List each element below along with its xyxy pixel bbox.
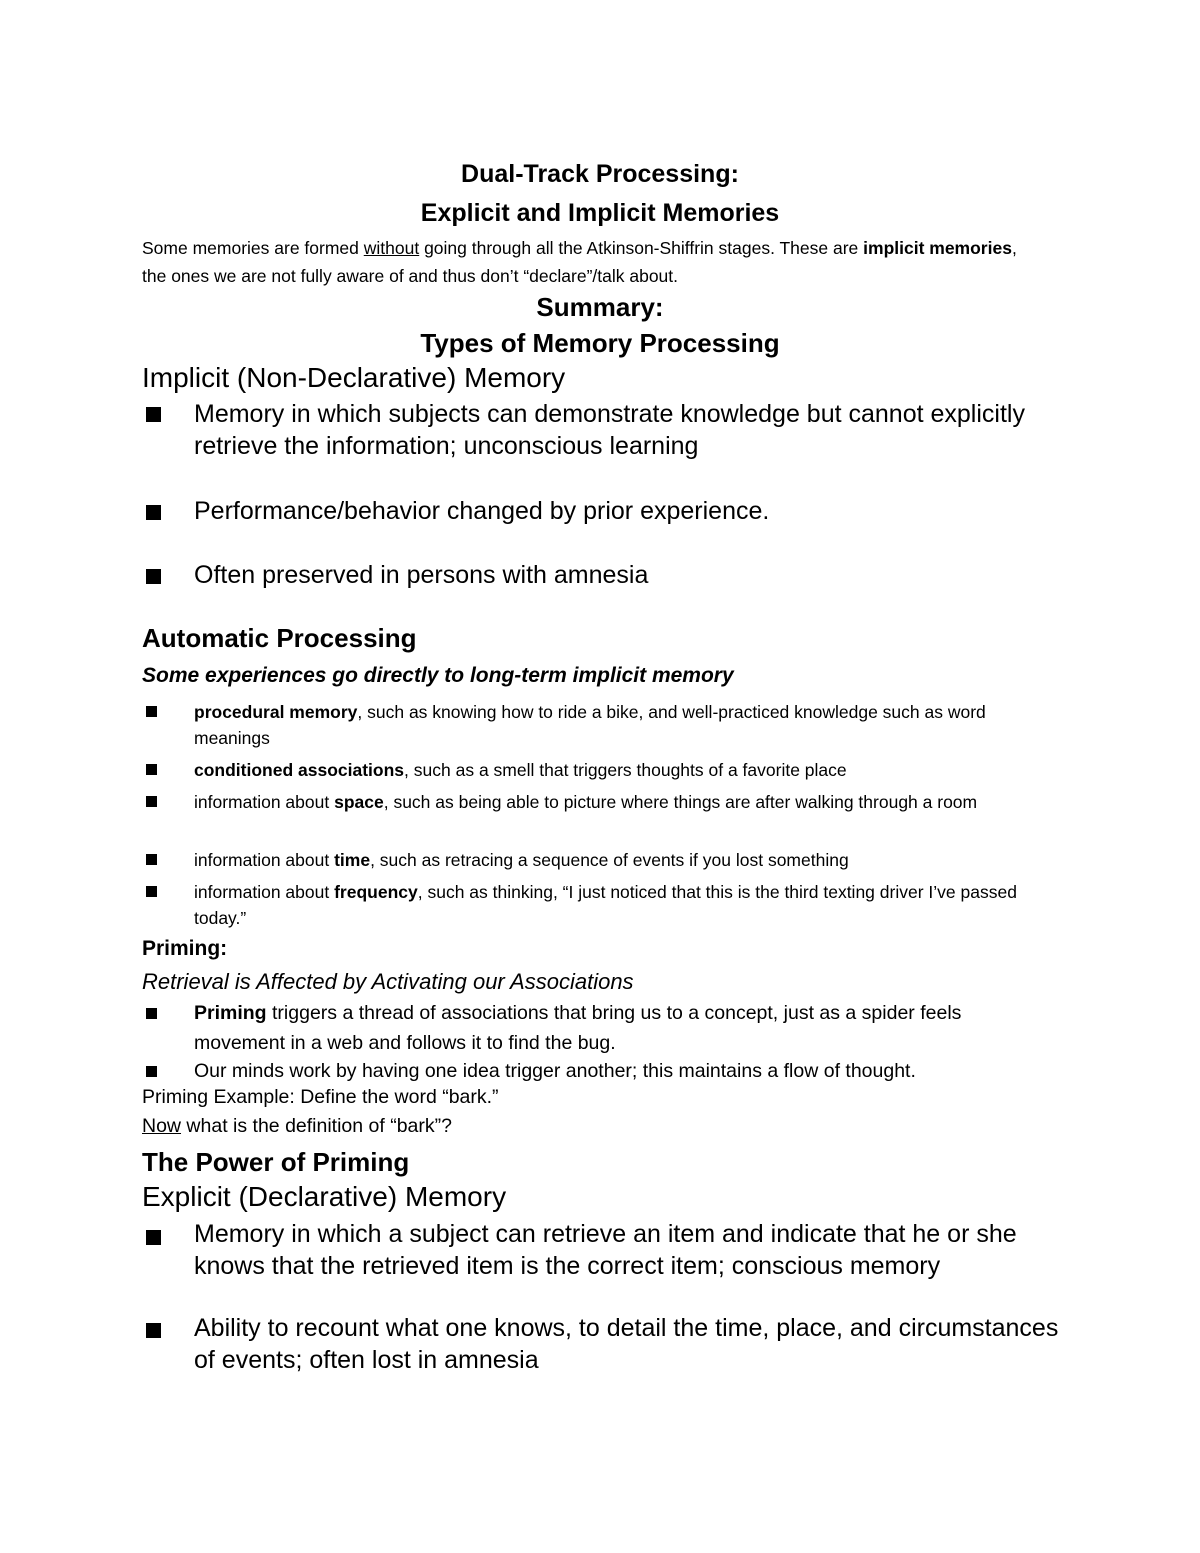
explicit-bullet-1: Memory in which a subject can retrieve an item and indicate that he or she knows that the retrieved item is the correct item; conscious memory (194, 1220, 1017, 1280)
bullet-square-icon (146, 407, 161, 422)
bullet-square-icon (146, 1230, 161, 1245)
item-text: , such as being able to picture where things are after walking through a room (383, 792, 978, 812)
automatic-item-space (194, 789, 1054, 815)
power-of-priming-heading: The Power of Priming (142, 1147, 410, 1177)
bullet-square-icon (146, 1323, 161, 1338)
item-bold: frequency (334, 882, 418, 902)
implicit-heading: Implicit (Non-Declarative) Memory (142, 362, 566, 393)
item-text: , such as retracing a sequence of events if you lost something (370, 850, 849, 870)
now-text: what is the definition of “bark”? (181, 1115, 452, 1137)
item-text: information about (194, 792, 335, 812)
implicit-bullet-2: Performance/behavior changed by prior experience. (194, 497, 770, 525)
intro-text-2: going through all the Atkinson-Shiffrin stages. These are (419, 238, 864, 258)
bullet-square-icon (146, 505, 161, 520)
doc-title-line2: Explicit and Implicit Memories (420, 199, 780, 227)
intro-text-3: , the ones we are not fully aware of and thus don’t “declare”/talk about. (142, 238, 1017, 286)
item-text: , such as a smell that triggers thoughts of a favorite place (404, 760, 847, 780)
priming-bullet-1 (194, 998, 1054, 1058)
item-bold: conditioned associations (194, 760, 405, 780)
intro-bold-implicit: implicit memories (863, 238, 1012, 258)
bullet-square-icon (146, 854, 157, 865)
bullet-square-icon (146, 569, 161, 584)
explicit-bullet-2: Ability to recount what one knows, to detail the time, place, and circumstances of events; often lost in amnesia (194, 1314, 1059, 1374)
bullet-square-icon (146, 706, 157, 717)
intro-text-1: Some memories are formed (142, 238, 364, 258)
priming-subheading: Retrieval is Affected by Activating our Associations (142, 969, 634, 994)
summary-subheading: Types of Memory Processing (420, 328, 780, 358)
priming-example: Priming Example: Define the word “bark.” (142, 1086, 499, 1108)
implicit-bullet-3: Often preserved in persons with amnesia (194, 561, 649, 589)
bullet-square-icon (146, 886, 157, 897)
bullet-square-icon (146, 1066, 157, 1077)
item-bold: procedural memory (194, 702, 358, 722)
priming-bullet-2: Our minds work by having one idea trigger another; this maintains a flow of thought. (194, 1060, 916, 1082)
automatic-heading: Automatic Processing (142, 623, 417, 653)
intro-underline-without: without (363, 238, 420, 258)
automatic-item-procedural (194, 699, 1054, 751)
bullet-square-icon (146, 796, 157, 807)
item-bold: space (334, 792, 384, 812)
now-underline: Now (142, 1115, 182, 1137)
priming-text: triggers a thread of associations that bring us to a concept, just as a spider feels movement in a web and follows it to find the bug. (194, 1002, 962, 1054)
automatic-item-frequency (194, 879, 1054, 931)
automatic-subheading: Some experiences go directly to long-term implicit memory (142, 664, 734, 687)
item-text: information about (194, 882, 335, 902)
item-bold: time (334, 850, 371, 870)
bullet-square-icon (146, 1008, 157, 1019)
priming-bold: Priming (194, 1002, 267, 1024)
summary-heading: Summary: (536, 292, 664, 322)
item-text: , such as knowing how to ride a bike, and well-practiced knowledge such as word meanings (194, 702, 986, 748)
item-text: , such as thinking, “I just noticed that this is the third texting driver I’ve passed today.” (194, 882, 1017, 928)
item-text: information about (194, 850, 335, 870)
doc-title-line1: Dual-Track Processing: (461, 160, 739, 188)
intro-paragraph (142, 234, 1042, 290)
implicit-bullet-1: Memory in which subjects can demonstrate knowledge but cannot explicitly retrieve the information; unconscious learning (194, 400, 1025, 460)
automatic-item-time (194, 847, 1054, 873)
automatic-item-conditioned (194, 757, 1054, 783)
bullet-square-icon (146, 764, 157, 775)
priming-heading: Priming: (142, 937, 228, 960)
explicit-heading: Explicit (Declarative) Memory (142, 1181, 507, 1212)
priming-now-line (142, 1115, 452, 1138)
